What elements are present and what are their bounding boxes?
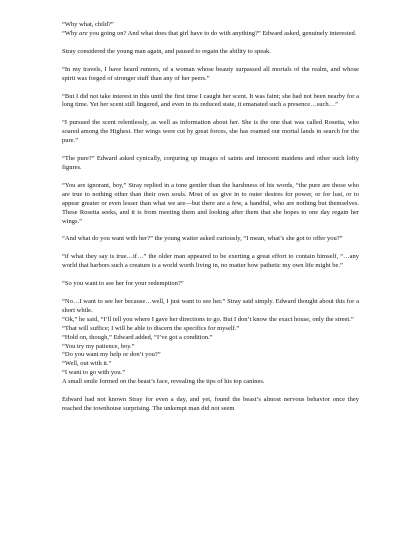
dialogue-line: “And what do you want with her?” the young waiter asked curiously, “I mean, what’s she got to offer you?”	[62, 235, 343, 243]
paragraph	[62, 119, 359, 146]
dialogue-line: “The pure?” Edward asked cynically, conjuring up images of saints and innocent maidens and other such lofty figures.	[62, 155, 359, 171]
paragraph	[62, 396, 359, 414]
paragraph	[62, 66, 359, 84]
dialogue-line: “You try my patience, boy.”	[62, 342, 135, 350]
dialogue-line: “if what they say is true…if…” the older man appeared to be exerting a great effort to contain himself, “…any world that harbors such a creature is a world worth living in, no matter how pathetic my own life might be.”	[62, 253, 359, 270]
paragraph	[62, 235, 359, 244]
dialogue-line: “Well, out with it.”	[62, 360, 112, 368]
dialogue-line: “I want to go with you.”	[62, 369, 126, 377]
paragraph	[62, 21, 359, 39]
dialogue-line: “Hold on, though,” Edward added, “I’ve got a condition.”	[62, 333, 213, 341]
dialogue-line: “So you want to see her for your redemption?”	[62, 280, 184, 288]
paragraph	[62, 280, 359, 289]
paragraph	[62, 182, 359, 227]
dialogue-line: “Do you want my help or don’t you?”	[62, 351, 161, 359]
narration-line: A small smile formed on the beast’s face, revealing the tips of his top canines.	[62, 378, 265, 386]
dialogue-line: “But I did not take interest in this until the first time I caught her scent. It was faint; she had not been nearby for a long time. Yet her scent still lingered, and even in its reduced state, it emanated such a presence…such…”	[62, 92, 359, 109]
paragraph-dialogue-exchange	[62, 298, 359, 387]
dialogue-line: “That will suffice; I will be able to discern the specifics for myself.”	[62, 324, 240, 332]
paragraph	[62, 155, 359, 173]
paragraph	[62, 48, 359, 57]
dialogue-line: “You are ignorant, boy,” Stray replied in a tone gentler than the harshness of his words, “the pure are those who are true to nothing other than their own souls. Most of us give in to outer desires for power, or for lust, or to appear greater or even lesser than what we are—but there are a few, a handful, who are nothing but themselves. These Rosetta seeks, and it is from meeting them and looking after them that she hopes to one day regain her wings.”	[62, 181, 359, 225]
narration-line: Edward had not known Stray for even a day, and yet, found the beast’s almost nervous behavior once they reached the townhouse surprising. The unkempt man did not seem	[62, 396, 359, 412]
dialogue-line: “Ok,” he said, “I’ll tell you where I gave her directions to go. But I don’t know the exact house, only the street.”	[62, 315, 354, 323]
dialogue-line: “I pursued the scent relentlessly, as well as information about her. She is the one that was called Rosetta, who soared among the Highest. Her wings were cut by great forces, she has roamed our mortal lands in search for the pure.”	[62, 119, 359, 145]
body-text	[62, 21, 359, 414]
dialogue-line: “No…I want to see her because…well, I just want to see her.” Stray said simply. Edward thought about this for a short while.	[62, 298, 359, 314]
narration-line: Stray considered the young man again, and paused to regain the ability to speak.	[62, 47, 271, 55]
dialogue-line: “In my travels, I have heard rumors, of a woman whose beauty surpassed all mortals of the realm, and whose spirit was forged of stronger stuff than any of her peers.”	[62, 65, 359, 82]
dialogue-line: “Why what, child?”	[62, 21, 114, 28]
paragraph	[62, 93, 359, 111]
paragraph	[62, 253, 359, 271]
dialogue-line: “Why are you going on? And what does that girl have to do with anything?” Edward asked, genuinely interested.	[62, 29, 357, 37]
